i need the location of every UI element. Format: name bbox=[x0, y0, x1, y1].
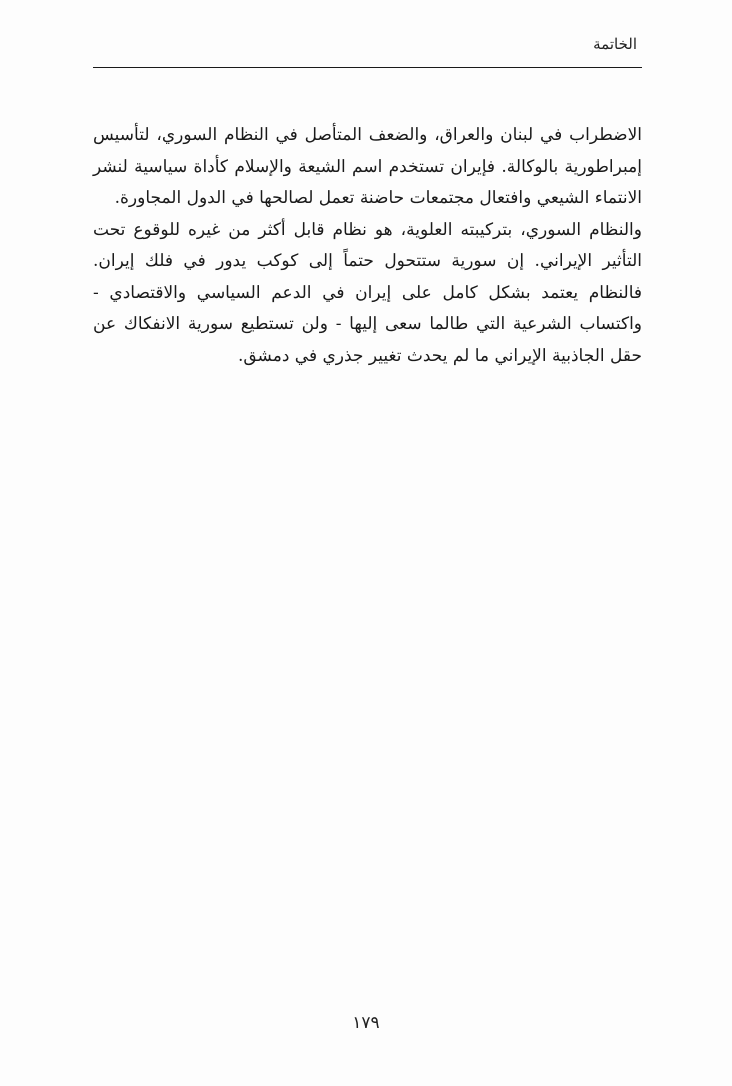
header-divider bbox=[93, 67, 642, 68]
paragraph: والنظام السوري، بتركيبته العلوية، هو نظام قابل أكثر من غيره للوقوع تحت التأثير الإيراني. إن سورية ستتحول حتماً إلى كوكب يدور في فلك إيران. فالنظام يعتمد بشكل كامل على إيران في الدعم السياسي والاقتصادي - واكتساب الشرعية التي طالما سعى إليها - ولن تستطيع سورية الانفكاك عن حقل الجاذبية الإيراني ما لم يحدث تغيير جذري في دمشق. bbox=[93, 219, 642, 366]
page-number: ١٧٩ bbox=[352, 1013, 380, 1033]
body-text bbox=[93, 120, 642, 372]
paragraph: الاضطراب في لبنان والعراق، والضعف المتأصل في النظام السوري، لتأسيس إمبراطورية بالوكالة. فإيران تستخدم اسم الشيعة والإسلام كأداة سياسية لنشر الانتماء الشيعي وافتعال مجتمعات حاضنة تعمل لصالحها في الدول المجاورة. bbox=[93, 125, 642, 208]
running-header-title: الخاتمة bbox=[593, 35, 637, 53]
